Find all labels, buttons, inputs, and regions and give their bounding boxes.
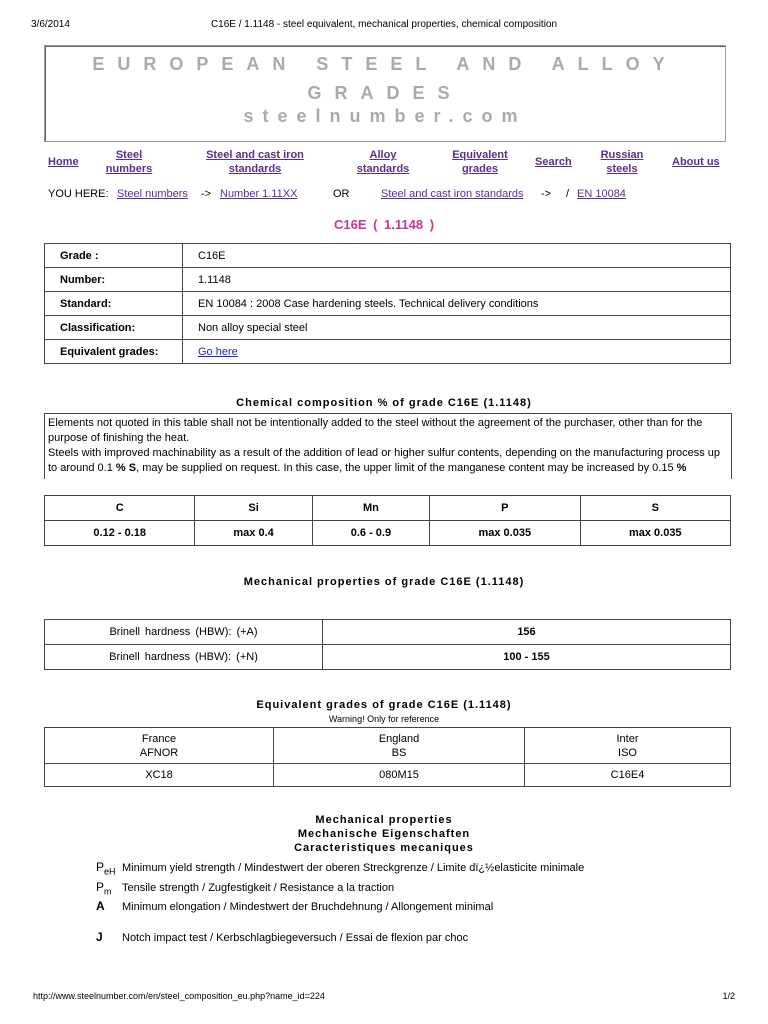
- equivalent-grades-table: [44, 727, 731, 787]
- breadcrumb-or: OR: [333, 188, 350, 200]
- legend-item: $P_m$ Tensile strength / Zugfestigkeit / Resistance a la traction: [96, 880, 395, 897]
- table-row: [45, 316, 731, 340]
- print-title: C16E / 1.1148 - steel equivalent, mechanical properties, chemical composition: [210, 19, 558, 30]
- country-header: France AFNOR: [45, 728, 274, 764]
- mech-label: Brinell hardness (HBW): (+A): [45, 620, 323, 645]
- equivalent-grades-link[interactable]: Go here: [198, 345, 238, 358]
- element-header: C: [45, 496, 195, 521]
- mech-label: Brinell hardness (HBW): (+N): [45, 645, 323, 670]
- equivalent-grade: XC18: [45, 764, 274, 787]
- prop-value-cell: [183, 340, 731, 364]
- site-banner: [44, 45, 726, 142]
- grade-properties-table: [44, 243, 731, 364]
- legend-title-de: Mechanische Eigenschaften: [297, 828, 471, 840]
- prop-key: Number:: [45, 268, 183, 292]
- element-value: 0.6 - 0.9: [312, 521, 429, 546]
- breadcrumb-steel-numbers[interactable]: Steel numbers: [117, 188, 188, 200]
- table-row: [45, 268, 731, 292]
- nav-home[interactable]: Home: [48, 156, 79, 168]
- mech-value: 100 - 155: [323, 645, 731, 670]
- element-value: max 0.035: [430, 521, 580, 546]
- chemical-note-2: Steels with improved machinability as a result of the addition of lead or higher sulfur contents, depending on the manufacturing process up to around 0.1 % S, may be supplied on request. In this case, the upper limit of the manganese content may be increased by 0.15 %: [48, 447, 721, 474]
- prop-value: C16E: [183, 244, 731, 268]
- prop-value: EN 10084 : 2008 Case hardening steels. Technical delivery conditions: [183, 292, 731, 316]
- mech-value: 156: [323, 620, 731, 645]
- table-row: [45, 521, 731, 546]
- legend-item: $P_{eH}$ Minimum yield strength / Mindestwert der oberen Streckgrenze / Limite dï¿½elasticite minimale: [96, 860, 585, 877]
- table-row: [45, 764, 731, 787]
- grade-heading: C16E ( 1.1148 ): [333, 217, 435, 232]
- legend-item: J Notch impact test / Kerbschlagbiegeversuch / Essai de flexion par choc: [96, 930, 469, 944]
- equivalent-grade: 080M15: [274, 764, 525, 787]
- breadcrumb-label: YOU HERE:: [48, 188, 109, 200]
- print-date: 3/6/2014: [31, 19, 70, 30]
- breadcrumb-arrow: ->: [541, 188, 552, 200]
- banner-line-2: GRADES: [307, 83, 463, 103]
- element-value: max 0.035: [580, 521, 730, 546]
- prop-key: Grade :: [45, 244, 183, 268]
- table-header-row: [45, 496, 731, 521]
- chemical-note-1: Elements not quoted in this table shall not be intentionally added to the steel without the agreement of the purchaser, other than for the purpose of finishing the heat.: [48, 417, 703, 444]
- breadcrumb-cast-iron-standards[interactable]: Steel and cast iron standards: [381, 188, 524, 200]
- nav-about-us[interactable]: About us: [672, 156, 720, 168]
- print-page-number: 1/2: [722, 991, 735, 1001]
- prop-value: Non alloy special steel: [183, 316, 731, 340]
- equivalent-warning: Warning! Only for reference: [328, 714, 440, 724]
- table-row: [45, 340, 731, 364]
- element-header: Si: [195, 496, 312, 521]
- nav-russian-steels[interactable]: Russian steels: [600, 149, 644, 175]
- nav-alloy-standards[interactable]: Alloy standards: [356, 149, 410, 175]
- breadcrumb-number[interactable]: Number 1.11XX: [220, 188, 298, 200]
- element-value: 0.12 - 0.18: [45, 521, 195, 546]
- equivalent-grades-title: Equivalent grades of grade C16E (1.1148): [256, 699, 512, 711]
- mechanical-properties-table: [44, 619, 731, 670]
- print-url: http://www.steelnumber.com/en/steel_composition_eu.php?name_id=224: [33, 991, 325, 1001]
- mechanical-properties-title: Mechanical properties of grade C16E (1.1148): [243, 576, 525, 588]
- banner-line-3: steelnumber.com: [243, 106, 527, 126]
- equivalent-grade: C16E4: [525, 764, 731, 787]
- breadcrumb-en10084[interactable]: EN 10084: [577, 188, 626, 200]
- breadcrumb-arrow: ->: [201, 188, 212, 200]
- prop-key: Classification:: [45, 316, 183, 340]
- table-row: [45, 645, 731, 670]
- chemical-composition-table: [44, 495, 731, 546]
- chemical-note: [44, 413, 732, 479]
- table-row: [45, 244, 731, 268]
- nav-equivalent-grades[interactable]: Equivalent grades: [452, 149, 508, 175]
- prop-key: Standard:: [45, 292, 183, 316]
- element-header: S: [580, 496, 730, 521]
- table-row: [45, 620, 731, 645]
- legend-item: A Minimum elongation / Mindestwert der Bruchdehnung / Allongement minimal: [96, 899, 494, 913]
- banner-line-1: EUROPEAN STEEL AND ALLOY: [92, 54, 678, 74]
- nav-cast-iron-standards[interactable]: Steel and cast iron standards: [206, 149, 304, 175]
- table-row: [45, 292, 731, 316]
- element-header: Mn: [312, 496, 429, 521]
- main-nav: [40, 148, 730, 180]
- legend-title: [0, 813, 768, 855]
- country-header: Inter ISO: [525, 728, 731, 764]
- nav-steel-numbers[interactable]: Steel numbers: [105, 149, 153, 175]
- breadcrumb-slash: /: [566, 188, 570, 200]
- legend-title-en: Mechanical properties: [315, 814, 453, 826]
- table-header-row: [45, 728, 731, 764]
- nav-search[interactable]: Search: [535, 156, 572, 168]
- country-header: England BS: [274, 728, 525, 764]
- prop-value: 1.1148: [183, 268, 731, 292]
- element-value: max 0.4: [195, 521, 312, 546]
- element-header: P: [430, 496, 580, 521]
- chemical-composition-title: Chemical composition % of grade C16E (1.1148): [236, 397, 532, 409]
- legend-title-fr: Caracteristiques mecaniques: [294, 842, 474, 854]
- prop-key: Equivalent grades:: [45, 340, 183, 364]
